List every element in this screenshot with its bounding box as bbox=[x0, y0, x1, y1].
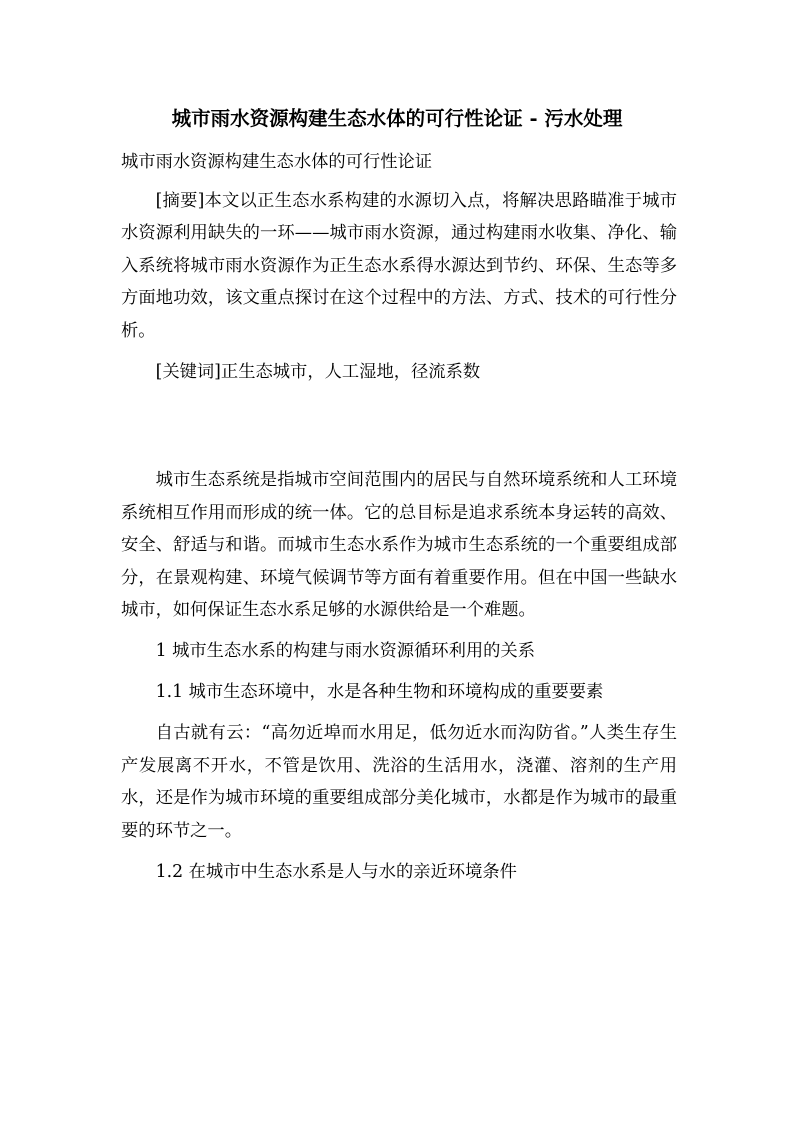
document-body bbox=[121, 146, 677, 897]
section-1-2-heading: 1.2 在城市中生态水系是人与水的亲近环境条件 bbox=[155, 861, 517, 882]
intro-paragraph: 城市生态系统是指城市空间范围内的居民与自然环境系统和人工环境系统相互作用而形成的统一体。它的总目标是追求系统本身运转的高效、安全、舒适与和谐。而城市生态水系作为城市生态系统的一个重要组成部分，在景观构建、环境气候调节等方面有着重要作用。但在中国一些缺水城市，如何保证生态水系足够的水源供给是一个难题。 bbox=[121, 470, 677, 620]
document-title: 城市雨水资源构建生态水体的可行性论证 - 污水处理 bbox=[171, 107, 623, 130]
document-subtitle: 城市雨水资源构建生态水体的可行性论证 bbox=[121, 152, 433, 172]
section-1-1-heading: 1.1 城市生态环境中，水是各种生物和环境构成的重要要素 bbox=[155, 682, 604, 702]
abstract-paragraph: [摘要]本文以正生态水系构建的水源切入点，将解决思路瞄准于城市水资源利用缺失的一环——城市雨水资源，通过构建雨水收集、净化、输入系统将城市雨水资源作为正生态水系得水源达到节约、环保、生态等多方面地功效，该文重点探讨在这个过程中的方法、方式、技术的可行性分析。 bbox=[121, 190, 677, 341]
section-1-heading: 1 城市生态水系的构建与雨水资源循环利用的关系 bbox=[155, 641, 535, 661]
section-1-1-paragraph: 自古就有云：“高勿近埠而水用足，低勿近水而沟防省。”人类生存生产发展离不开水，不管是饮用、洗浴的生活用水，浇灌、溶剂的生产用水，还是作为城市环境的重要组成部分美化城市，水都是作为城市的最重要的环节之一。 bbox=[121, 723, 677, 841]
keywords-line: [关键词]正生态城市，人工湿地，径流系数 bbox=[155, 361, 481, 382]
blank-spacer bbox=[121, 388, 677, 464]
